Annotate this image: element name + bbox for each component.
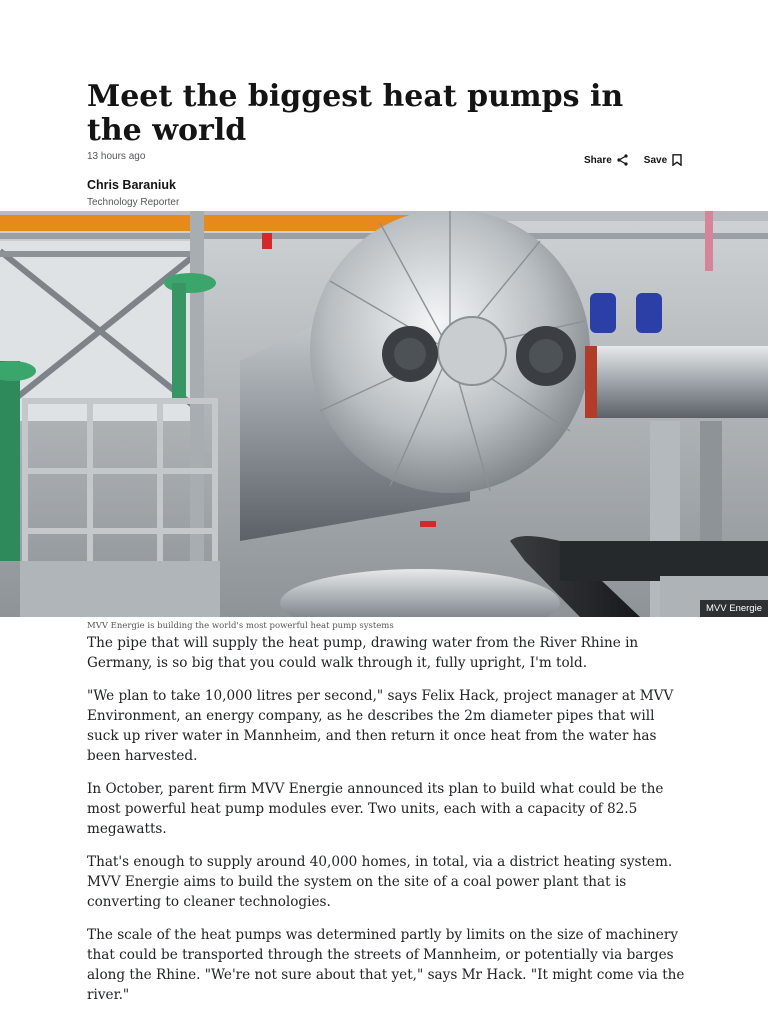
image-credit: MVV Energie [700, 600, 768, 617]
article-paragraph: The scale of the heat pumps was determined partly by limits on the size of machinery that could be transported through the streets of Mannheim, or potentially via barges along the Rhine. "We're not sure about that yet," says Mr Hack. "It might come via the river." [87, 927, 685, 1003]
bookmark-icon [672, 154, 682, 166]
article-paragraph: In October, parent firm MVV Energie announced its plan to build what could be the most powerful heat pump modules ever. Two units, each with a capacity of 82.5 megawatts. [87, 781, 664, 837]
article-paragraph: "We plan to take 10,000 litres per second," says Felix Hack, project manager at MVV Environment, an energy company, as he describes the 2m diameter pipes that will suck up river water in Mannheim, and then return it once heat from the water has been harvested. [87, 688, 674, 764]
article-paragraph: That's enough to supply around 40,000 homes, in total, via a district heating system. MVV Energie aims to build the system on the site of a coal power plant that is converting to cleaner technologies. [87, 854, 673, 910]
share-button[interactable] [584, 154, 628, 166]
article-paragraph: The pipe that will supply the heat pump, drawing water from the River Rhine in Germany, is so big that you could walk through it, fully upright, I'm told. [87, 635, 639, 671]
save-label: Save [643, 154, 668, 166]
author-role: Technology Reporter [87, 197, 180, 208]
article-actions [584, 154, 682, 166]
author-name[interactable]: Chris Baraniuk [87, 178, 176, 192]
image-caption: MVV Energie is building the world's most powerful heat pump systems [87, 621, 394, 631]
article-headline: Meet the biggest heat pumps in the world [87, 79, 624, 148]
hero-image [0, 211, 768, 617]
share-icon [617, 154, 628, 166]
save-button[interactable] [644, 154, 682, 166]
share-label: Share [584, 154, 612, 166]
article-body [87, 633, 687, 1018]
article-timestamp: 13 hours ago [87, 151, 146, 162]
